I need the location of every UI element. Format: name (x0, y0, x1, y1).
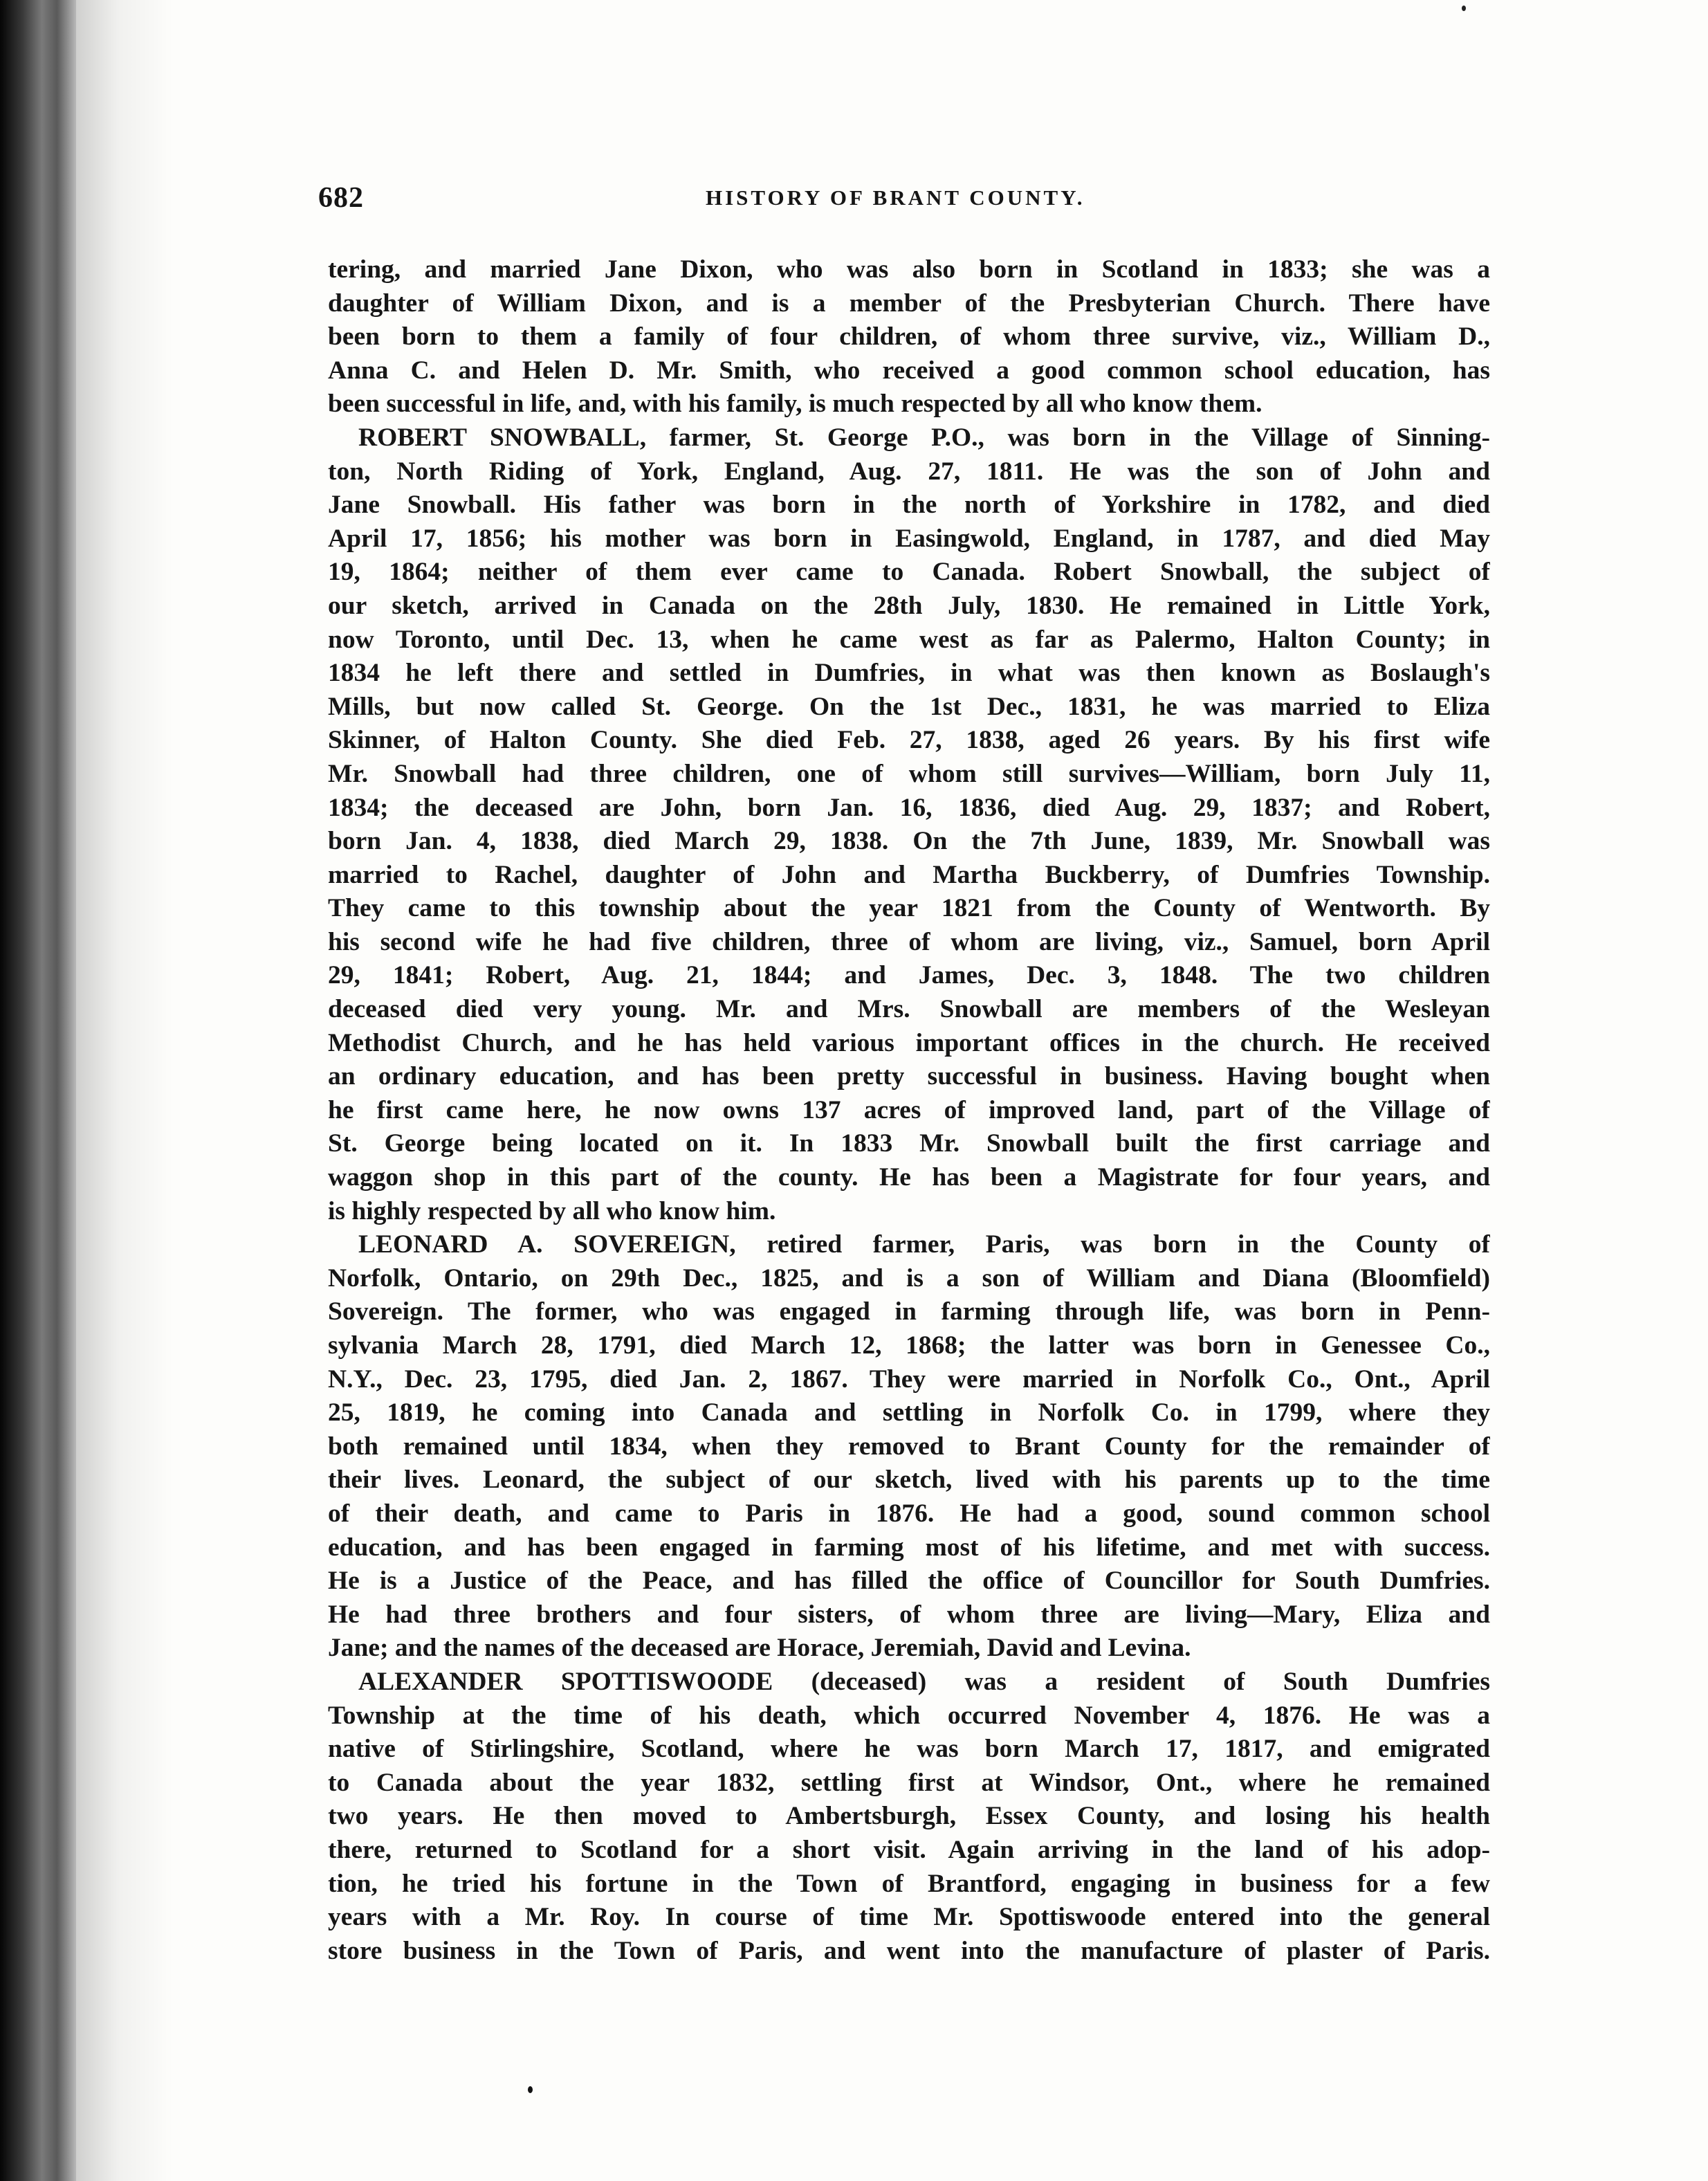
text-line: he first came here, he now owns 137 acres of improved land, part of the Village of (328, 1095, 1490, 1124)
text-line: He had three brothers and four sisters, of whom three are living—Mary, Eliza and (328, 1600, 1490, 1629)
text-line: Sovereign. The former, who was engaged in farming through life, was born in Penn- (328, 1297, 1490, 1326)
entry-heading-line: LEONARD A. SOVEREIGN, retired farmer, Paris, was born in the County of (358, 1230, 1490, 1259)
text-line: 19, 1864; neither of them ever came to Canada. Robert Snowball, the subject of (328, 558, 1490, 587)
text-line: N.Y., Dec. 23, 1795, died Jan. 2, 1867. They were married in Norfolk Co., Ont., April (328, 1365, 1490, 1394)
text-line: Anna C. and Helen D. Mr. Smith, who received a good common school education, has (328, 356, 1490, 385)
text-line: Mills, but now called St. George. On the 1st Dec., 1831, he was married to Eliza (328, 692, 1490, 721)
text-line: there, returned to Scotland for a short visit. Again arriving in the land of his adop- (328, 1835, 1490, 1864)
text-line: education, and has been engaged in farming most of his lifetime, and met with success. (328, 1533, 1490, 1562)
entry-heading-line: ALEXANDER SPOTTISWOODE (deceased) was a resident of South Dumfries (358, 1667, 1490, 1696)
text-line: their lives. Leonard, the subject of our sketch, lived with his parents up to the time (328, 1466, 1490, 1495)
text-line: He is a Justice of the Peace, and has filled the office of Councillor for South Dumfries. (328, 1567, 1490, 1596)
text-line: deceased died very young. Mr. and Mrs. Snowball are members of the Wesleyan (328, 995, 1490, 1024)
text-line: native of Stirlingshire, Scotland, where he was born March 17, 1817, and emigrated (328, 1735, 1490, 1764)
text-line: waggon shop in this part of the county. He has been a Magistrate for four years, and (328, 1163, 1490, 1192)
text-line: two years. He then moved to Ambertsburgh, Essex County, and losing his health (328, 1802, 1490, 1831)
text-line: married to Rachel, daughter of John and Martha Buckberry, of Dumfries Township. (328, 860, 1490, 889)
running-title: HISTORY OF BRANT COUNTY. (706, 185, 1085, 210)
text-line: 1834; the deceased are John, born Jan. 16, 1836, died Aug. 29, 1837; and Robert, (328, 793, 1490, 822)
text-line: Jane; and the names of the deceased are Horace, Jeremiah, David and Levina. (328, 1634, 1191, 1663)
running-head (318, 181, 1494, 223)
text-line: years with a Mr. Roy. In course of time Mr. Spottiswoode entered into the general (328, 1903, 1490, 1932)
entry-heading-line: ROBERT SNOWBALL, farmer, St. George P.O., was born in the Village of Sinning- (358, 423, 1490, 452)
ink-speck (528, 2086, 533, 2093)
text-line: Norfolk, Ontario, on 29th Dec., 1825, and is a son of William and Diana (Bloomfield) (328, 1263, 1490, 1293)
text-line: tering, and married Jane Dixon, who was also born in Scotland in 1833; she was a (328, 255, 1490, 284)
book-binding-shadow (0, 0, 76, 2181)
text-line: now Toronto, until Dec. 13, when he came west as far as Palermo, Halton County; in (328, 625, 1490, 654)
text-line: tion, he tried his fortune in the Town of Brantford, engaging in business for a few (328, 1869, 1490, 1898)
text-line: sylvania March 28, 1791, died March 12, 1868; the latter was born in Genessee Co., (328, 1331, 1490, 1360)
text-line: Township at the time of his death, which occurred November 4, 1876. He was a (328, 1701, 1490, 1730)
text-line: St. George being located on it. In 1833 Mr. Snowball built the first carriage and (328, 1129, 1490, 1158)
text-line: store business in the Town of Paris, and went into the manufacture of plaster of Paris. (328, 1936, 1490, 1965)
text-line: been born to them a family of four children, of whom three survive, viz., William D., (328, 322, 1490, 352)
text-line: to Canada about the year 1832, settling first at Windsor, Ont., where he remained (328, 1768, 1490, 1797)
text-line: 29, 1841; Robert, Aug. 21, 1844; and James, Dec. 3, 1848. The two children (328, 961, 1490, 990)
text-line: is highly respected by all who know him. (328, 1196, 776, 1225)
text-line: his second wife he had five children, three of whom are living, viz., Samuel, born April (328, 927, 1490, 956)
text-line: Skinner, of Halton County. She died Feb. 27, 1838, aged 26 years. By his first wife (328, 726, 1490, 755)
text-line: of their death, and came to Paris in 1876. He had a good, sound common school (328, 1499, 1490, 1528)
text-line: 1834 he left there and settled in Dumfries, in what was then known as Boslaugh's (328, 659, 1490, 688)
text-line: our sketch, arrived in Canada on the 28th July, 1830. He remained in Little York, (328, 591, 1490, 620)
text-line: both remained until 1834, when they removed to Brant County for the remainder of (328, 1432, 1490, 1461)
page-number: 682 (318, 182, 364, 214)
text-line: an ordinary education, and has been pretty successful in business. Having bought when (328, 1062, 1490, 1091)
ink-speck (1462, 6, 1466, 11)
text-line: They came to this township about the year 1821 from the County of Wentworth. By (328, 894, 1490, 923)
body-text (328, 253, 1490, 1968)
text-line: born Jan. 4, 1838, died March 29, 1838. On the 7th June, 1839, Mr. Snowball was (328, 827, 1490, 856)
text-line: April 17, 1856; his mother was born in Easingwold, England, in 1787, and died May (328, 524, 1490, 553)
text-line: ton, North Riding of York, England, Aug. 27, 1811. He was the son of John and (328, 457, 1490, 486)
text-line: daughter of William Dixon, and is a member of the Presbyterian Church. There have (328, 289, 1490, 318)
text-line: Methodist Church, and he has held various important offices in the church. He received (328, 1028, 1490, 1057)
text-line: 25, 1819, he coming into Canada and settling in Norfolk Co. in 1799, where they (328, 1398, 1490, 1427)
text-line: Jane Snowball. His father was born in the north of Yorkshire in 1782, and died (328, 491, 1490, 520)
text-line: Mr. Snowball had three children, one of whom still survives—William, born July 11, (328, 759, 1490, 788)
text-line: been successful in life, and, with his family, is much respected by all who know them. (328, 390, 1262, 419)
